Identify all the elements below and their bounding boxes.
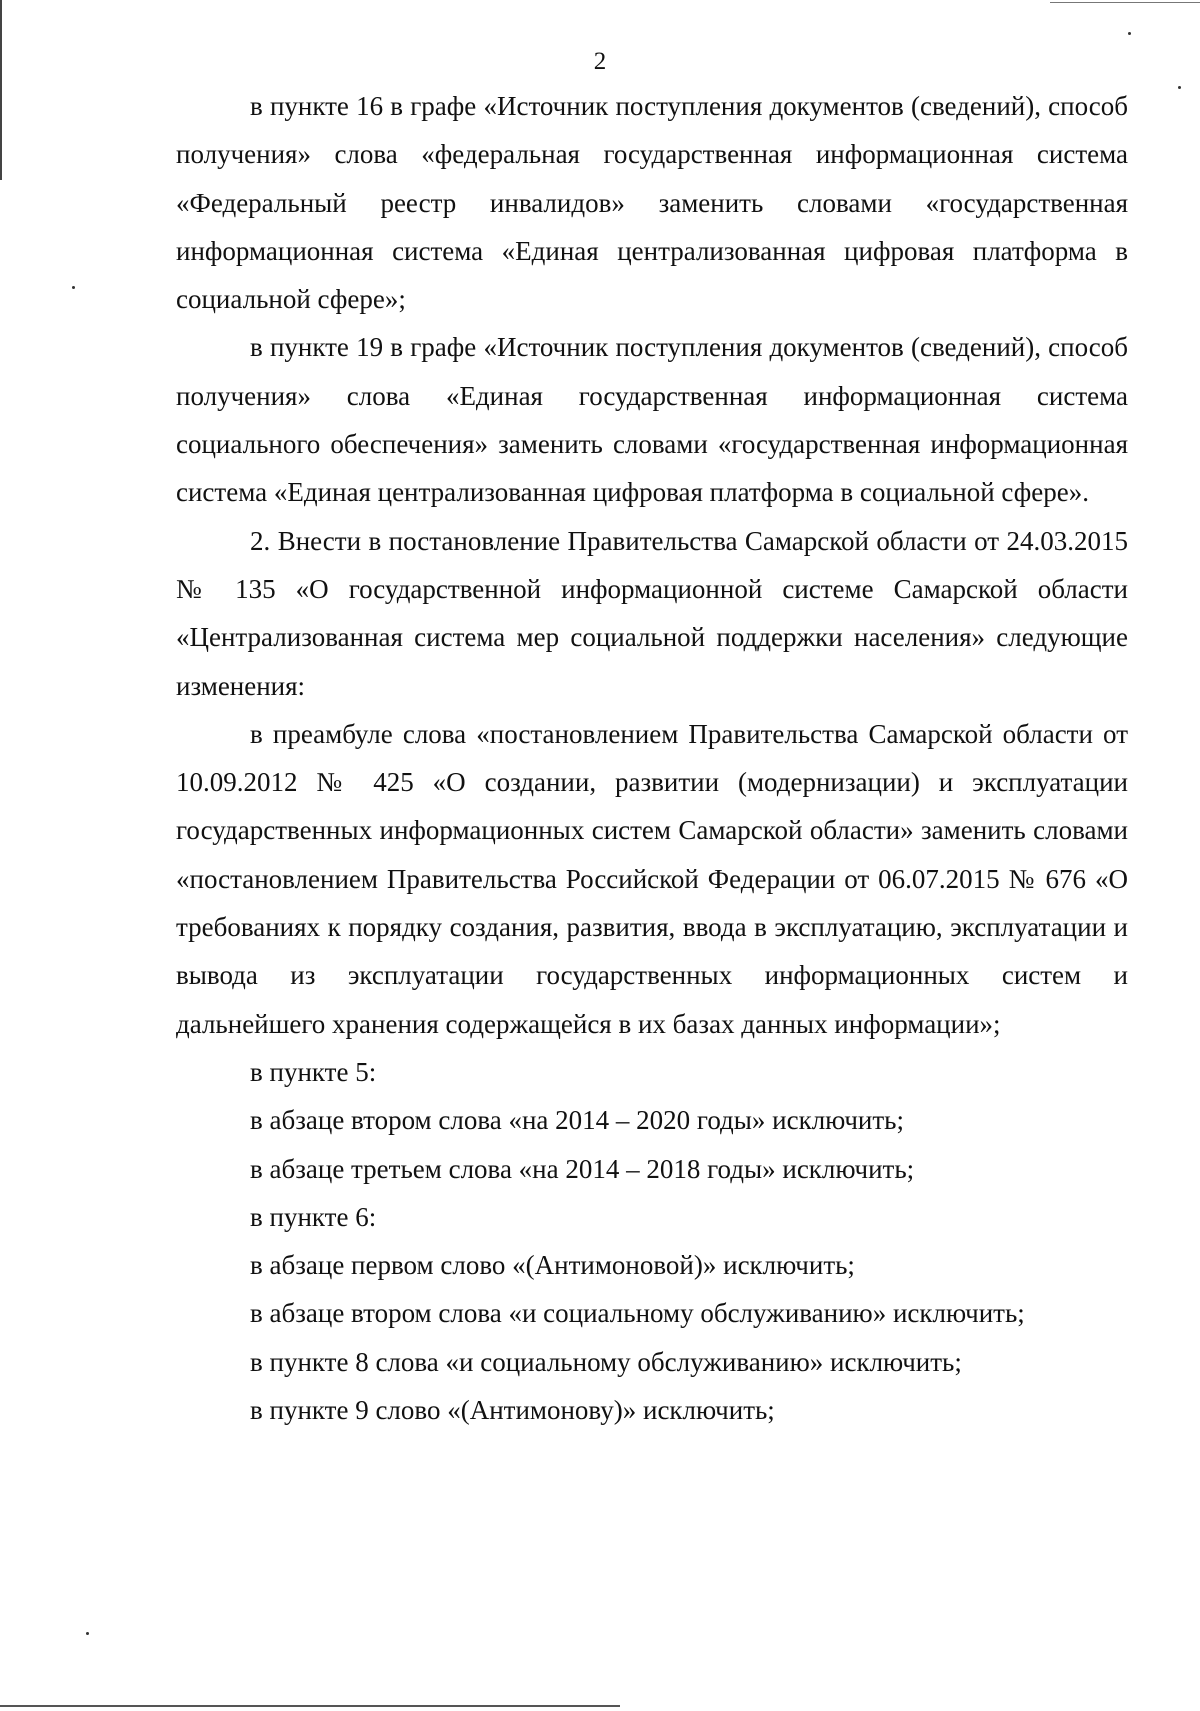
list-item: в абзаце первом слово «(Антимоновой)» исключить; [250,1250,855,1281]
scan-speck [1178,86,1181,89]
list-item: в абзаце втором слова «на 2014 – 2020 годы» исключить; [250,1105,904,1136]
scan-speck [1128,32,1131,35]
scan-speck [86,1632,89,1635]
scan-edge-mark [0,0,2,180]
scan-speck [72,286,75,289]
paragraph-section-2: 2. Внести в постановление Правительства Самарской области от 24.03.2015 № 135 «О государственной информационной системе Самарской области «Централизованная система мер социальной поддержки населения» следующие изменения: [176,525,1128,701]
list-item: в пункте 6: [250,1201,377,1232]
list-item: в пункте 8 слова «и социальному обслуживанию» исключить; [250,1346,962,1377]
page-number: 2 [593,48,607,75]
list-item: в пункте 9 слово «(Антимонову)» исключить; [250,1395,775,1426]
list-item: в абзаце втором слова «и социальному обслуживанию» исключить; [250,1298,1025,1329]
paragraph-item-16: в пункте 16 в графе «Источник поступления документов (сведений), способ получения» слова «федеральная государственная информационная система «Федеральный реестр инвалидов» заменить словами «государственная информационная система «Единая централизованная цифровая платформа в социальной сфере»; [176,91,1128,315]
scan-edge-mark [1050,2,1200,3]
paragraph-item-19: в пункте 19 в графе «Источник поступления документов (сведений), способ получения» слова «Единая государственная информационная система социального обеспечения» заменить словами «государственная информационная система «Единая централизованная цифровая платформа в социальной сфере». [176,332,1128,508]
scan-edge-mark [0,1705,620,1707]
document-body [176,82,1128,1434]
list-item: в пункте 5: [250,1056,377,1087]
list-item: в абзаце третьем слова «на 2014 – 2018 годы» исключить; [250,1153,915,1184]
paragraph-preamble: в преамбуле слова «постановлением Правительства Самарской области от 10.09.2012 № 425 «О создании, развитии (модернизации) и эксплуатации государственных информационных систем Самарской области» заменить словами «постановлением Правительства Российской Федерации от 06.07.2015 № 676 «О требованиях к порядку создания, развития, ввода в эксплуатацию, эксплуатации и вывода из эксплуатации государственных информационных систем и дальнейшего хранения содержащейся в их базах данных информации»; [176,718,1128,1039]
